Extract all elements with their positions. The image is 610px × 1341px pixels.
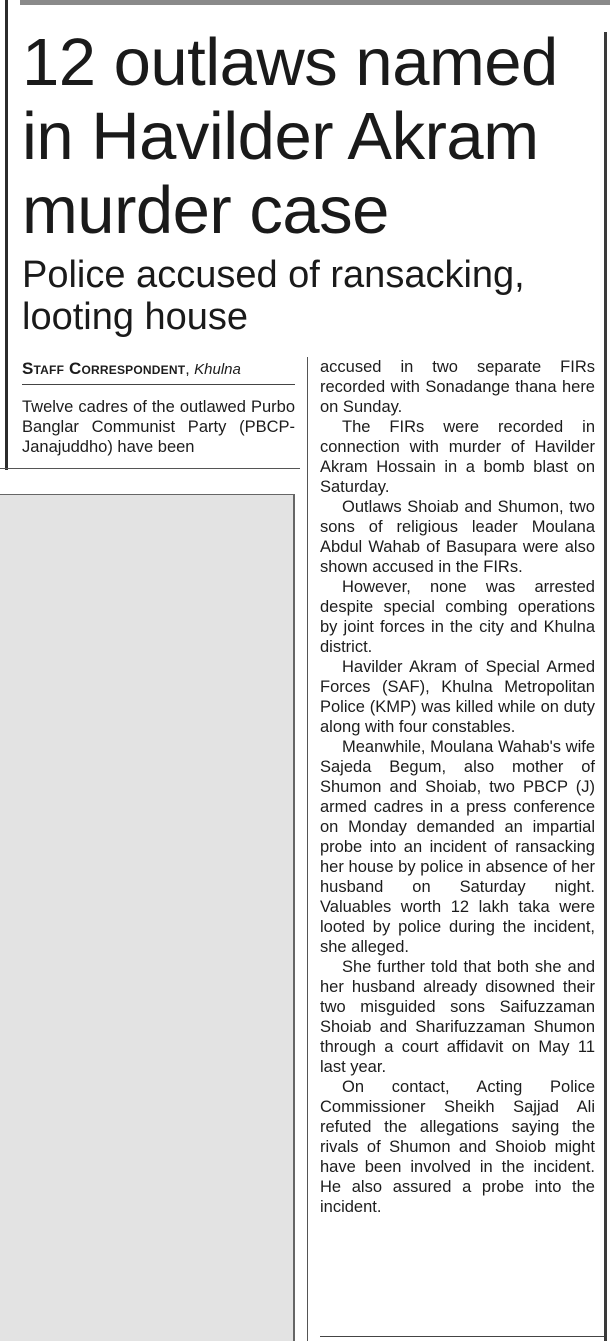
top-rule [20,0,610,5]
photo-placeholder [0,494,295,1341]
body-paragraph: accused in two separate FIRs recorded with Sonadange thana here on Sunday. [320,358,595,416]
byline-location: Khulna [194,361,241,378]
subheadline: Police accused of ransacking, looting house [22,254,525,338]
body-paragraph: Outlaws Shoiab and Shumon, two sons of religious leader Moulana Abdul Wahab of Basupara were also shown accused in the FIRs. [320,498,595,576]
byline [22,358,297,381]
headline: 12 outlaws named in Havilder Akram murder case [22,25,558,248]
body-column [320,357,595,1217]
column-divider [307,357,308,1341]
body-paragraph: Meanwhile, Moulana Wahab's wife Sajeda Begum, also mother of Shumon and Shoiab, two PBCP (J) armed cadres in a press conference on Monday demanded an impartial probe into an incident of ransacking her house by police in absence of her husband on Saturday night. Valuables worth 12 lakh taka were looted by police during the incident, she alleged. [320,738,595,956]
lead-bottom-rule [0,468,300,469]
body-paragraph: However, none was arrested despite special combing operations by joint forces in the city and Khulna district. [320,578,595,656]
left-column-border [5,0,8,470]
body-bottom-rule [320,1336,604,1337]
lead-paragraph: Twelve cadres of the outlawed Purbo Banglar Communist Party (PBCP-Janajuddho) have been [22,398,295,456]
body-paragraph: On contact, Acting Police Commissioner Sheikh Sajjad Ali refuted the allegations saying the rivals of Shumon and Shoiob might have been involved in the incident. He also assured a probe into the incident. [320,1078,595,1216]
body-paragraph: The FIRs were recorded in connection with murder of Havilder Akram Hossain in a bomb blast on Saturday. [320,418,595,496]
byline-divider [22,384,295,385]
body-paragraph: She further told that both she and her husband already disowned their two misguided sons Saifuzzaman Shoiab and Sharifuzzaman Shumon through a court affidavit on May 11 last year. [320,958,595,1076]
body-paragraph: Havilder Akram of Special Armed Forces (SAF), Khulna Metropolitan Police (KMP) was killed while on duty along with four constables. [320,658,595,736]
byline-role: Staff Correspondent [22,359,186,378]
byline-separator: , [185,361,195,378]
